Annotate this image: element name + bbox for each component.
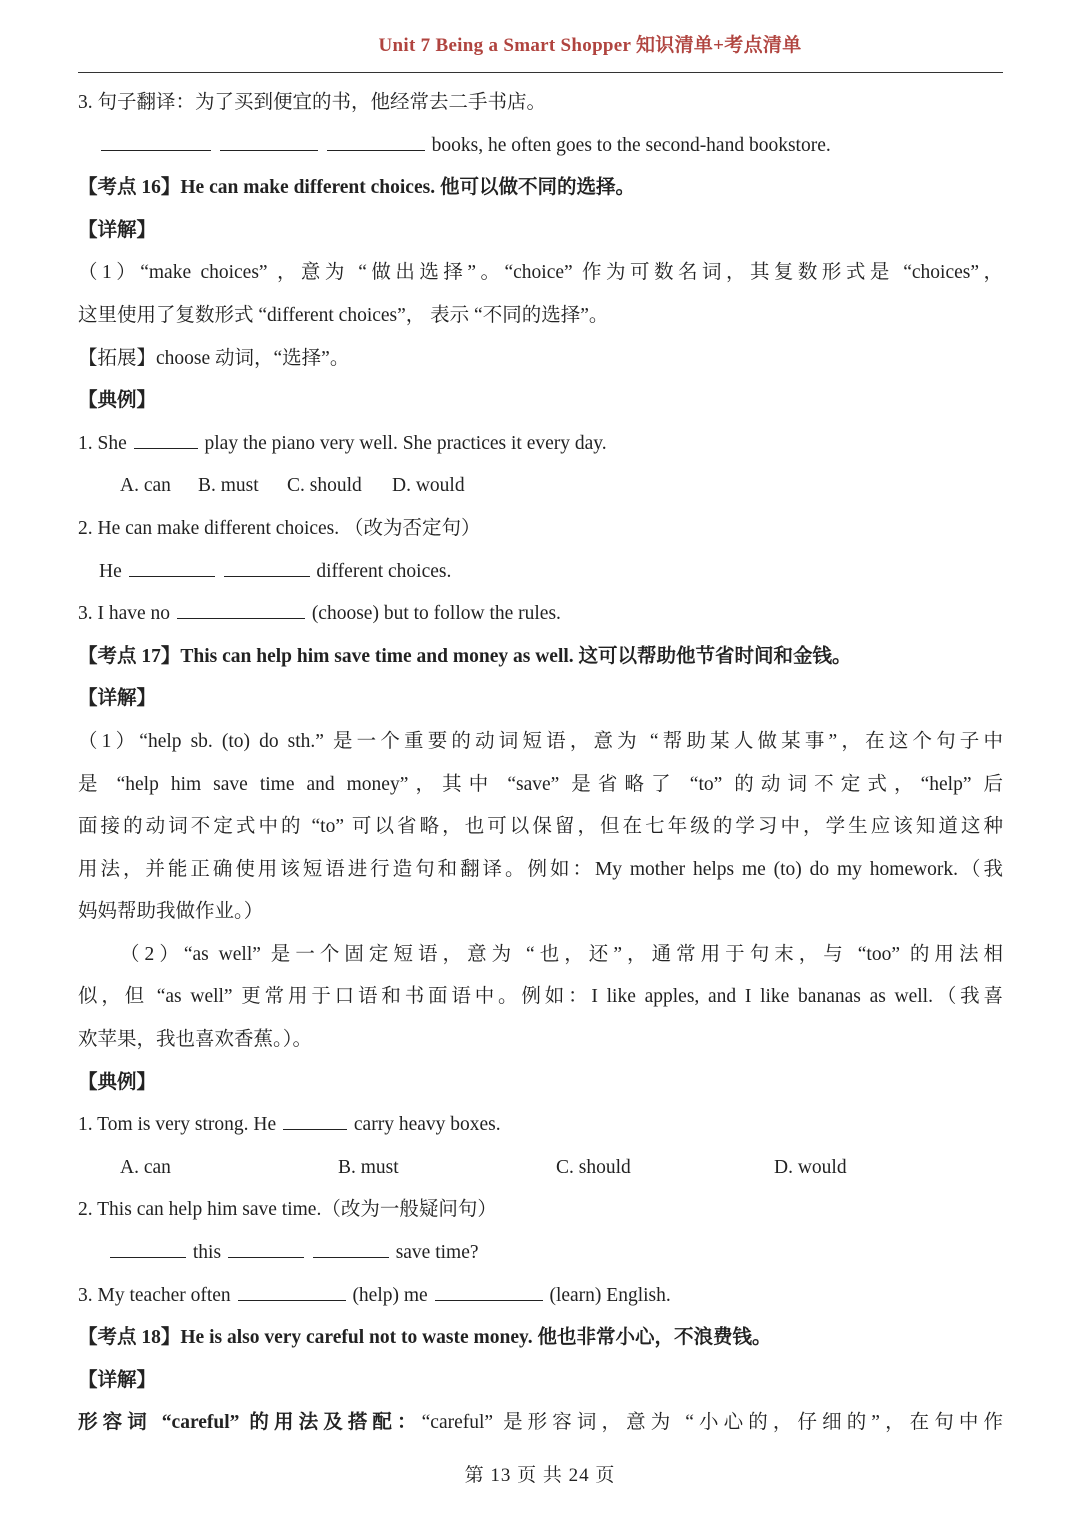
question-text: this [192, 1242, 222, 1264]
question-3-answer-line [78, 125, 1003, 168]
answer-line-text: books, he often goes to the second-hand bookstore. [431, 134, 831, 156]
example-question [78, 593, 1003, 636]
usage-text: “careful” 是形容词，意为 “小心的，仔细的”，在句中作 [421, 1412, 1003, 1434]
explanation-paragraph: 欢苹果，我也喜欢香蕉。）。 [78, 1029, 313, 1051]
examples-heading: 【典例】 [78, 1071, 157, 1093]
option-a: A. can [120, 475, 171, 497]
question-text: 3. My teacher often [78, 1284, 231, 1306]
document-body [78, 82, 1003, 1445]
usage-label: 形容词 “careful” 的用法及搭配： [78, 1412, 422, 1434]
explanation-paragraph: （1）“help sb. (to) do sth.” 是一个重要的动词短语，意为 “帮助某人做某事”，在这个句子中 [78, 730, 1003, 752]
option-b: B. must [338, 1156, 399, 1178]
question-text: (choose) but to follow the rules. [311, 603, 561, 625]
question-text: different choices. [316, 560, 452, 582]
example-question [78, 1275, 1003, 1318]
explanation-paragraph: 是 “help him save time and money”，其中 “save” 是省略了 “to” 的动词不定式，“help” 后 [78, 773, 1003, 795]
point-16-heading: 【考点 16】He can make different choices. 他可以做不同的选择。 [78, 177, 635, 199]
option-c: C. should [556, 1156, 631, 1178]
explanation-paragraph: 妈妈帮助我做作业。） [78, 901, 264, 923]
explanation-heading: 【详解】 [78, 219, 157, 241]
examples-heading: 【典例】 [78, 390, 157, 412]
answer-options [78, 1147, 1003, 1190]
question-3-translation: 3. 句子翻译：为了买到便宜的书，他经常去二手书店。 [78, 92, 547, 113]
explanation-heading: 【详解】 [78, 1369, 157, 1391]
page-number: 第 13 页 共 24 页 [464, 1465, 616, 1486]
page-header: Unit 7 Being a Smart Shopper 知识清单+考点清单 [378, 35, 802, 56]
answer-blank [283, 1128, 347, 1130]
explanation-paragraph: 用法，并能正确使用该短语进行造句和翻译。例如：My mother helps me (to) do my homework.（我 [78, 858, 1003, 880]
question-text: save time? [395, 1242, 479, 1264]
answer-blank [313, 1256, 389, 1258]
example-question: 2. He can make different choices. （改为否定句） [78, 517, 481, 539]
option-c: C. should [287, 475, 362, 497]
question-text: 3. I have no [78, 603, 171, 625]
option-d: D. would [392, 475, 465, 497]
explanation-paragraph [78, 1402, 1003, 1445]
example-question [78, 423, 1003, 466]
explanation-paragraph: （2）“as well” 是一个固定短语，意为 “也，还”，通常用于句末，与 “too” 的用法相 [120, 943, 1003, 965]
point-18-heading: 【考点 18】He is also very careful not to waste money. 他也非常小心，不浪费钱。 [78, 1327, 772, 1349]
answer-blank [224, 575, 310, 577]
header-divider [78, 72, 1003, 73]
option-a: A. can [120, 1156, 171, 1178]
question-text: He [99, 560, 122, 582]
question-text: play the piano very well. She practices it every day. [204, 432, 607, 454]
extension-note: 【拓展】choose 动词，“选择”。 [78, 347, 350, 369]
answer-blank [101, 149, 211, 151]
answer-blank [228, 1256, 304, 1258]
example-question: 2. This can help him save time.（改为一般疑问句） [78, 1199, 497, 1221]
answer-blank [177, 617, 305, 619]
option-d: D. would [774, 1156, 847, 1178]
option-b: B. must [198, 475, 259, 497]
example-answer-line [78, 1232, 1003, 1275]
example-question [78, 1104, 1003, 1147]
answer-blank [110, 1256, 186, 1258]
question-text: 1. Tom is very strong. He [78, 1114, 277, 1136]
explanation-paragraph: 这里使用了复数形式 “different choices”， 表示 “不同的选择”。 [78, 304, 609, 326]
answer-options [78, 465, 1003, 508]
question-text: (help) me [352, 1284, 428, 1306]
explanation-paragraph: 面接的动词不定式中的 “to” 可以省略，也可以保留，但在七年级的学习中，学生应该知道这种 [78, 816, 1003, 838]
point-17-heading: 【考点 17】This can help him save time and money as well. 这可以帮助他节省时间和金钱。 [78, 645, 852, 667]
example-answer-line [78, 551, 1003, 594]
explanation-paragraph: 似，但 “as well” 更常用于口语和书面语中。例如：I like apples, and I like bananas as well.（我喜 [78, 986, 1003, 1008]
answer-blank [129, 575, 215, 577]
answer-blank [134, 447, 198, 449]
answer-blank [435, 1299, 543, 1301]
explanation-paragraph: （1）“make choices” ，意为 “做出选择”。“choice” 作为可数名词，其复数形式是 “choices”， [78, 262, 1003, 284]
answer-blank [238, 1299, 346, 1301]
question-text: 1. She [78, 432, 127, 454]
question-text: (learn) English. [549, 1284, 671, 1306]
answer-blank [327, 149, 425, 151]
answer-blank [220, 149, 318, 151]
explanation-heading: 【详解】 [78, 688, 157, 710]
question-text: carry heavy boxes. [353, 1114, 501, 1136]
